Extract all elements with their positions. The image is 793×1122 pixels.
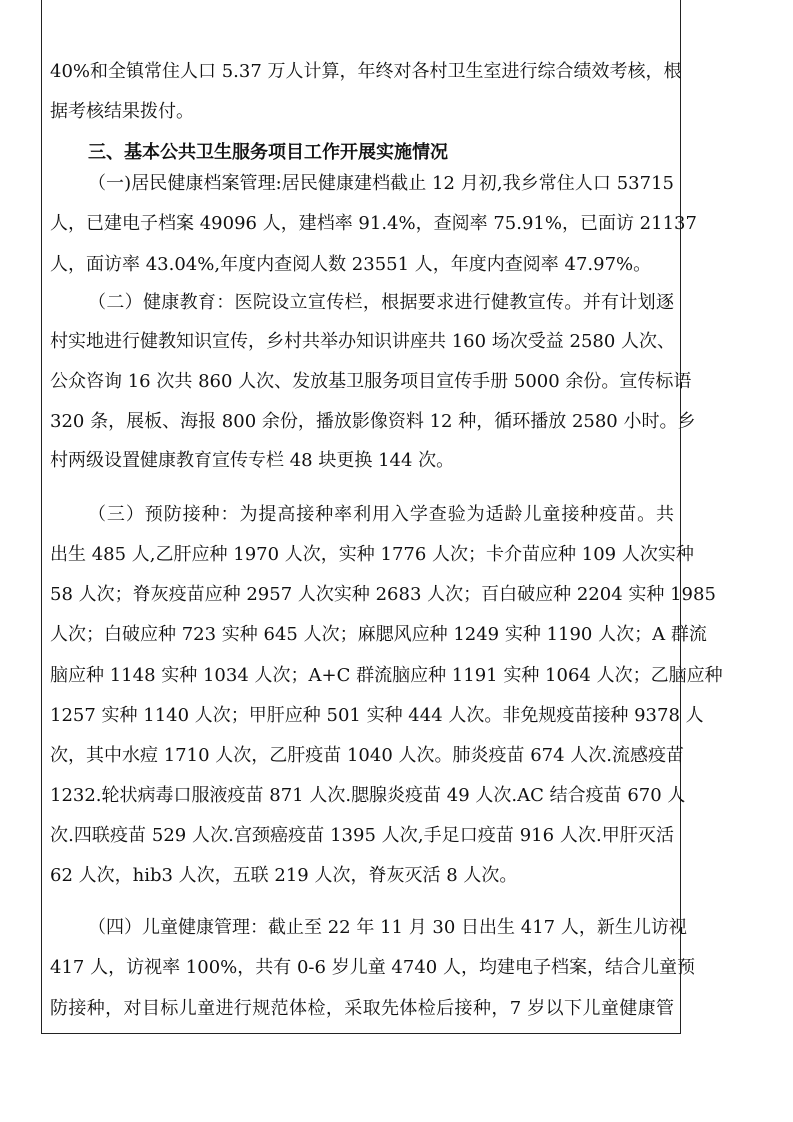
paragraph-1-line-3: 人，面访率 43.04%,年度内查阅人数 23551 人，年度内查阅率 47.97%。 [50, 254, 652, 275]
paragraph-3-line-3: 58 人次；脊灰疫苗应种 2957 人次实种 2683 人次；百白破应种 2204 实种 1985 [50, 584, 716, 605]
paragraph-3-line-5: 脑应种 1148 实种 1034 人次；A+C 群流脑应种 1191 实种 1064 人次；乙脑应种 [50, 665, 723, 686]
paragraph-1-line-1: （一)居民健康档案管理:居民健康建档截止 12 月初,我乡常住人口 53715 [88, 173, 674, 194]
paragraph-4-line-3: 防接种，对目标儿童进行规范体检，采取先体检后接种，7 岁以下儿童健康管 [50, 998, 674, 1019]
paragraph-3-line-10: 62 人次，hib3 人次，五联 219 人次，脊灰灭活 8 人次。 [50, 865, 518, 886]
paragraph-3-line-6: 1257 实种 1140 人次；甲肝应种 501 实种 444 人次。非免规疫苗接种 9378 人 [50, 705, 704, 726]
paragraph-1-line-2: 人，已建电子档案 49096 人，建档率 91.4%，查阅率 75.91%，已面访 21137 [50, 213, 697, 234]
paragraph-2-line-3: 公众咨询 16 次共 860 人次、发放基卫服务项目宣传手册 5000 余份。宣传标语 [50, 371, 692, 392]
paragraph-3-line-4: 人次；白破应种 723 实种 645 人次；麻腮风应种 1249 实种 1190 人次；A 群流 [50, 624, 707, 645]
paragraph-4-line-2: 417 人，访视率 100%，共有 0-6 岁儿童 4740 人，均建电子档案，结合儿童预 [50, 957, 695, 978]
paragraph-3-line-2: 出生 485 人,乙肝应种 1970 人次，实种 1776 人次；卡介苗应种 109 人次实种 [50, 544, 694, 565]
paragraph-3-line-7: 次，其中水痘 1710 人次，乙肝疫苗 1040 人次。肺炎疫苗 674 人次.流感疫苗 [50, 745, 685, 766]
paragraph-3-line-9: 次.四联疫苗 529 人次.宫颈癌疫苗 1395 人次,手足口疫苗 916 人次.甲肝灭活 [50, 825, 674, 846]
intro-line-2: 据考核结果拨付。 [50, 101, 194, 122]
intro-line-1: 40%和全镇常住人口 5.37 万人计算，年终对各村卫生室进行综合绩效考核，根 [50, 61, 682, 82]
paragraph-3-line-8: 1232.轮状病毒口服液疫苗 871 人次.腮腺炎疫苗 49 人次.AC 结合疫苗 670 人 [50, 785, 686, 806]
paragraph-2-line-1: （二）健康教育：医院设立宣传栏，根据要求进行健教宣传。并有计划逐 [88, 292, 674, 313]
section-heading: 三、基本公共卫生服务项目工作开展实施情况 [88, 142, 448, 163]
paragraph-2-line-5: 村两级设置健康教育宣传专栏 48 块更换 144 次。 [50, 450, 455, 471]
paragraph-2-line-2: 村实地进行健教知识宣传，乡村共举办知识讲座共 160 场次受益 2580 人次、 [50, 331, 676, 352]
paragraph-4-line-1: （四）儿童健康管理：截止至 22 年 11 月 30 日出生 417 人，新生儿访视 [88, 917, 687, 938]
paragraph-2-line-4: 320 条，展板、海报 800 余份，播放影像资料 12 种，循环播放 2580 小时。乡 [50, 411, 696, 432]
paragraph-3-line-1: （三）预防接种：为提高接种率利用入学查验为适龄儿童接种疫苗。共 [88, 504, 674, 525]
